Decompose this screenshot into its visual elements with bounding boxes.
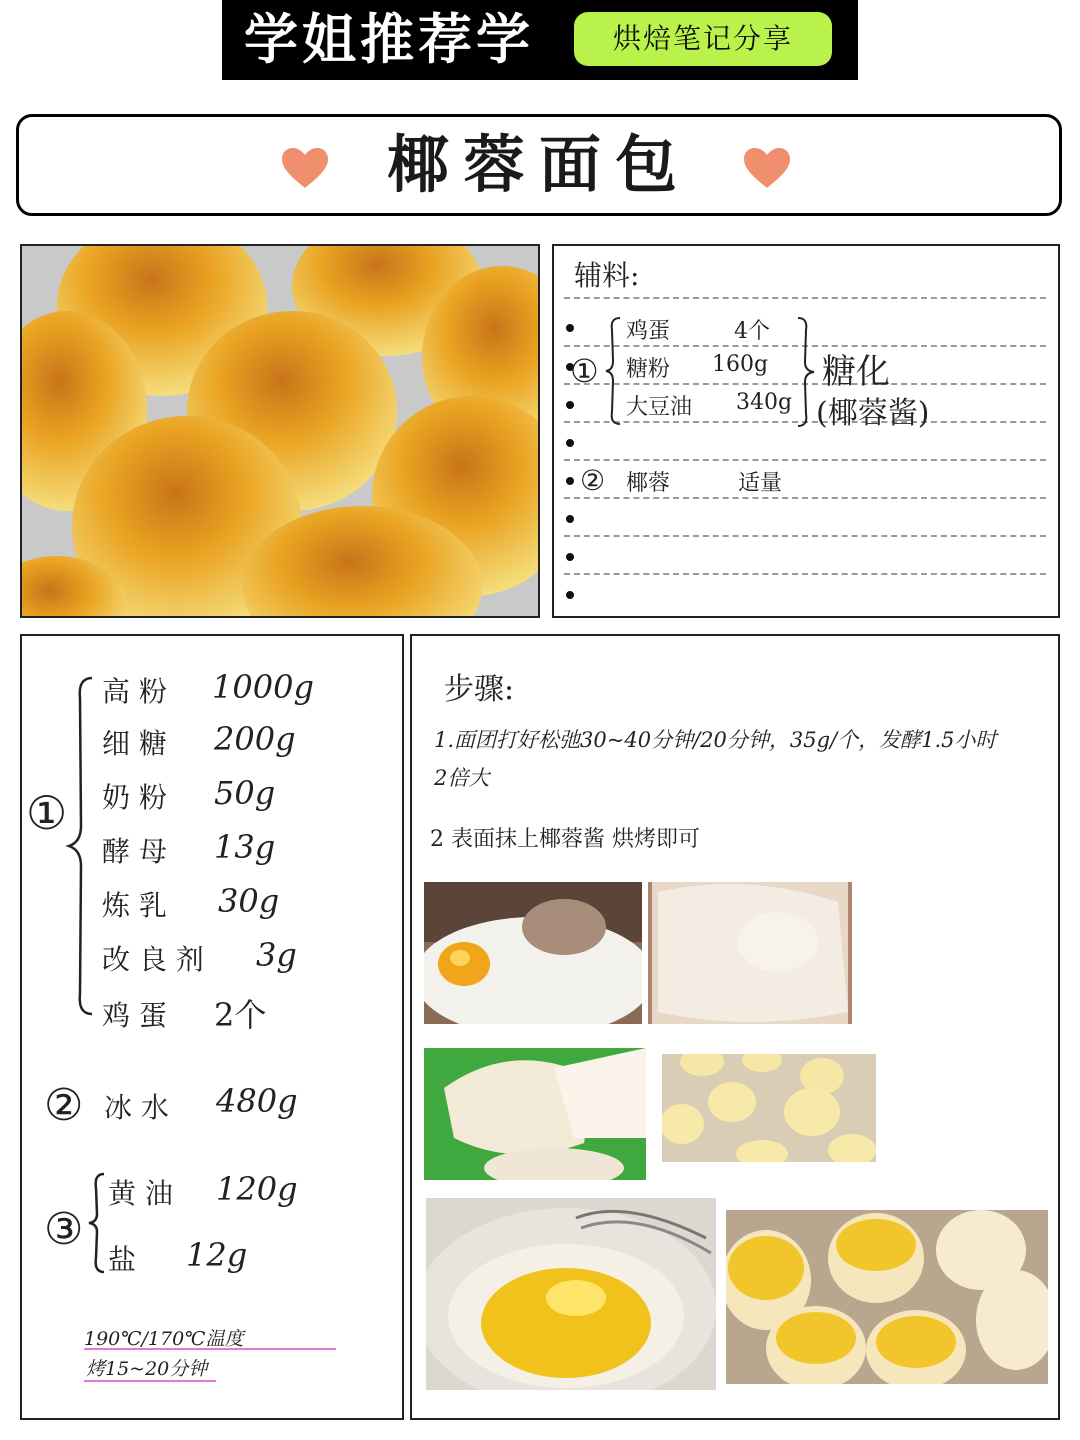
aux-item-amount: 160g <box>712 352 769 377</box>
step-photo-rolled-dough <box>424 1048 646 1180</box>
left-brace-icon <box>66 676 96 1016</box>
ingredient-name: 奶 粉 <box>102 781 167 814</box>
ingredient-name: 鸡 蛋 <box>102 999 167 1032</box>
ingredient-amount: 480g <box>216 1082 298 1120</box>
step-1-text-cont: 2倍大 <box>434 766 490 790</box>
aux-group2-marker: ② <box>580 464 606 497</box>
ingredient-name: 冰 水 <box>104 1091 169 1124</box>
ingredients-group2-marker: ② <box>44 1080 84 1131</box>
ingredient-amount: 50g <box>214 774 276 812</box>
aux-group1-marker: ① <box>570 352 599 390</box>
bullet <box>566 324 574 332</box>
ingredient-amount: 200g <box>214 720 296 758</box>
left-brace-icon <box>86 1172 108 1274</box>
highlight-underline <box>84 1348 336 1350</box>
bullet <box>566 515 574 523</box>
aux-item-amount: 适量 <box>738 471 783 496</box>
ingredient-amount: 30g <box>218 882 280 920</box>
ingredient-amount: 3g <box>256 936 297 974</box>
banner-badge-label: 烘焙笔记分享 <box>612 22 793 55</box>
step-2-text: 2 表面抹上椰蓉酱 烘烤即可 <box>430 827 700 852</box>
dashed-line <box>564 573 1046 575</box>
ingredient-name: 黄 油 <box>108 1177 173 1210</box>
ingredient-name: 炼 乳 <box>102 889 167 922</box>
banner-title: 学姐推荐学 <box>244 8 534 71</box>
bullet <box>566 439 574 447</box>
bullet <box>566 401 574 409</box>
aux-item-amount: 340g <box>736 390 793 415</box>
aux-item-name: 鸡蛋 <box>626 319 671 344</box>
dashed-line <box>564 535 1046 537</box>
step-photo-flour-egg <box>424 882 642 1024</box>
bullet <box>566 553 574 561</box>
steps-heading: 步骤: <box>444 672 515 707</box>
heart-icon <box>742 146 792 190</box>
ingredient-amount: 12g <box>186 1236 248 1274</box>
step-photo-topped-buns <box>726 1210 1048 1384</box>
right-brace-icon <box>794 316 818 428</box>
ingredients-group1-marker: ① <box>26 786 68 840</box>
ingredient-name: 细 糖 <box>102 727 167 760</box>
left-brace-icon <box>604 316 624 426</box>
aux-panel <box>552 244 1060 618</box>
hero-photo <box>20 244 540 618</box>
bullet <box>566 591 574 599</box>
dashed-line <box>564 497 1046 499</box>
aux-item-amount: 4个 <box>734 319 770 344</box>
ingredient-name: 高 粉 <box>102 675 167 708</box>
heart-icon <box>280 146 330 190</box>
aux-heading: 辅料: <box>574 259 640 292</box>
dashed-line <box>564 459 1046 461</box>
aux-group1-note: (椰蓉酱) <box>816 396 930 431</box>
ingredient-name: 改 良 剂 <box>102 943 204 976</box>
ingredient-name: 盐 <box>108 1243 137 1276</box>
step-photo-dough-film <box>648 882 852 1024</box>
page-title: 椰蓉面包 <box>386 128 691 201</box>
aux-item-name: 糖粉 <box>626 357 671 382</box>
highlight-underline <box>84 1380 216 1382</box>
bullet <box>566 477 574 485</box>
ingredient-amount: 1000g <box>212 668 314 706</box>
ingredient-amount: 13g <box>214 828 276 866</box>
bake-temperature: 190℃/170℃温度 <box>84 1328 244 1350</box>
step-photo-proofed-balls <box>662 1054 876 1162</box>
ingredients-group3-marker: ③ <box>44 1204 84 1255</box>
ingredient-amount: 2个 <box>214 996 267 1034</box>
step-photo-whisked-egg <box>426 1198 716 1390</box>
dashed-line <box>564 297 1046 299</box>
aux-item-name: 椰蓉 <box>626 471 671 496</box>
aux-item-name: 大豆油 <box>626 395 693 420</box>
aux-group1-note: 糖化 <box>822 352 890 392</box>
bake-time: 烤15~20分钟 <box>86 1358 208 1380</box>
ingredient-name: 酵 母 <box>102 835 167 868</box>
step-1-text: 1.面团打好松弛30~40分钟/20分钟，35g/个，发酵1.5小时 <box>434 728 997 752</box>
ingredient-amount: 120g <box>216 1170 298 1208</box>
